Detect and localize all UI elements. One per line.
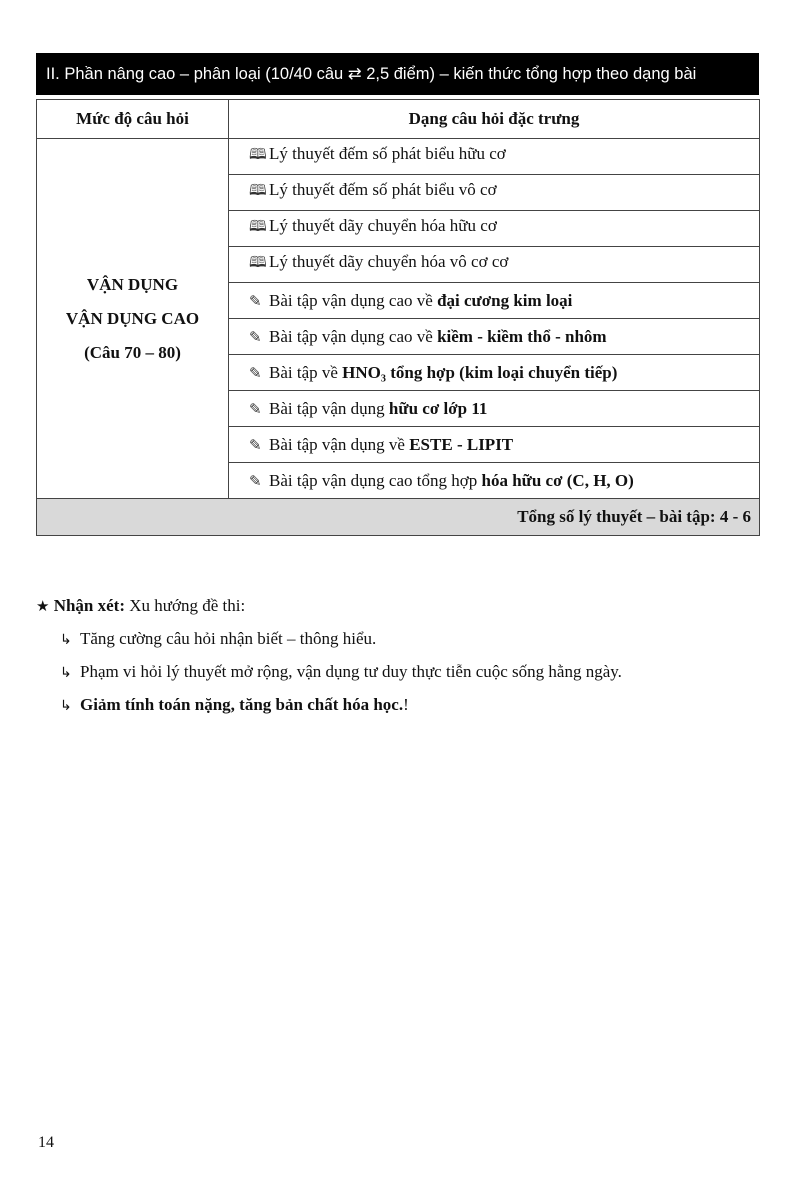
note-text: Tăng cường câu hỏi nhận biết – thông hiểu. xyxy=(80,629,377,648)
item-text: Bài tập vận dụng xyxy=(269,398,389,418)
note-item xyxy=(36,693,756,726)
item-text: Bài tập vận dụng cao về xyxy=(269,326,438,346)
item-cell xyxy=(229,283,760,319)
note-item xyxy=(36,660,756,693)
item-cell xyxy=(229,463,760,499)
item-cell xyxy=(229,427,760,463)
section-header xyxy=(36,53,759,95)
item-cell xyxy=(229,391,760,427)
item-cell xyxy=(229,319,760,355)
item-cell xyxy=(229,247,760,283)
item-text: Bài tập vận dụng cao về xyxy=(269,290,438,310)
hooked-arrow-icon: ↳ xyxy=(60,665,72,681)
item-bold: ESTE - LIPIT xyxy=(409,434,514,454)
item-text: Bài tập về xyxy=(269,362,343,382)
item-cell xyxy=(229,175,760,211)
note-text: Phạm vi hỏi lý thuyết mở rộng, vận dụng tư duy thực tiễn cuộc sống hằng ngày. xyxy=(80,662,622,681)
question-type-table xyxy=(36,99,760,536)
note-bold-text: Giảm tính toán nặng, tăng bản chất hóa học. xyxy=(80,695,404,714)
note-tail: ! xyxy=(403,695,409,714)
book-icon: 🕮 xyxy=(249,145,267,163)
item-cell xyxy=(229,211,760,247)
note-item xyxy=(36,627,756,660)
notes-heading xyxy=(36,594,756,627)
item-bold: HNO₃ tổng hợp (kim loại chuyển tiếp) xyxy=(342,362,618,382)
item-bold: đại cương kim loại xyxy=(437,290,573,310)
level-line-1: VẬN DỤNG xyxy=(86,274,179,294)
section-title: II. Phần nâng cao – phân loại (10/40 câu ⇄ 2,5 điểm) – kiến thức tổng hợp theo dạng bài xyxy=(46,65,697,83)
pencil-icon: ✎ xyxy=(249,399,262,418)
item-text: Bài tập vận dụng cao tổng hợp xyxy=(269,470,482,490)
level-line-3: (Câu 70 – 80) xyxy=(84,342,181,362)
item-bold: hữu cơ lớp 11 xyxy=(388,398,488,418)
item-text: Lý thuyết dãy chuyển hóa hữu cơ xyxy=(269,216,497,235)
book-icon: 🕮 xyxy=(249,217,267,235)
pencil-icon: ✎ xyxy=(249,471,262,490)
table-header-row xyxy=(37,100,760,139)
col-header-level: Mức độ câu hỏi xyxy=(37,100,229,139)
item-text: Lý thuyết dãy chuyển hóa vô cơ cơ xyxy=(269,252,509,271)
item-text: Bài tập vận dụng về xyxy=(269,434,410,454)
total-row xyxy=(37,499,760,536)
item-text: Lý thuyết đếm số phát biểu hữu cơ xyxy=(269,144,506,163)
hooked-arrow-icon: ↳ xyxy=(60,632,72,648)
hooked-arrow-icon: ↳ xyxy=(60,698,72,714)
item-text: Lý thuyết đếm số phát biểu vô cơ xyxy=(269,180,497,199)
item-cell xyxy=(229,355,760,391)
item-cell xyxy=(229,139,760,175)
level-cell xyxy=(37,139,229,499)
notes-intro: Xu hướng đề thi: xyxy=(125,596,246,615)
pencil-icon: ✎ xyxy=(249,291,262,310)
table-row xyxy=(37,139,760,175)
level-line-2: VẬN DỤNG CAO xyxy=(65,308,200,328)
star-icon: ★ xyxy=(36,597,50,615)
total-cell: Tổng số lý thuyết – bài tập: 4 - 6 xyxy=(37,499,760,536)
page-number: 14 xyxy=(38,1134,54,1151)
notes-label: Nhận xét: xyxy=(53,596,126,615)
item-bold: hóa hữu cơ (C, H, O) xyxy=(481,470,634,490)
pencil-icon: ✎ xyxy=(249,363,262,382)
book-icon: 🕮 xyxy=(249,181,267,199)
col-header-type: Dạng câu hỏi đặc trưng xyxy=(229,100,760,139)
pencil-icon: ✎ xyxy=(249,327,262,346)
notes-section xyxy=(36,594,756,726)
item-bold: kiềm - kiềm thổ - nhôm xyxy=(437,326,607,346)
pencil-icon: ✎ xyxy=(249,435,262,454)
book-icon: 🕮 xyxy=(249,253,267,271)
